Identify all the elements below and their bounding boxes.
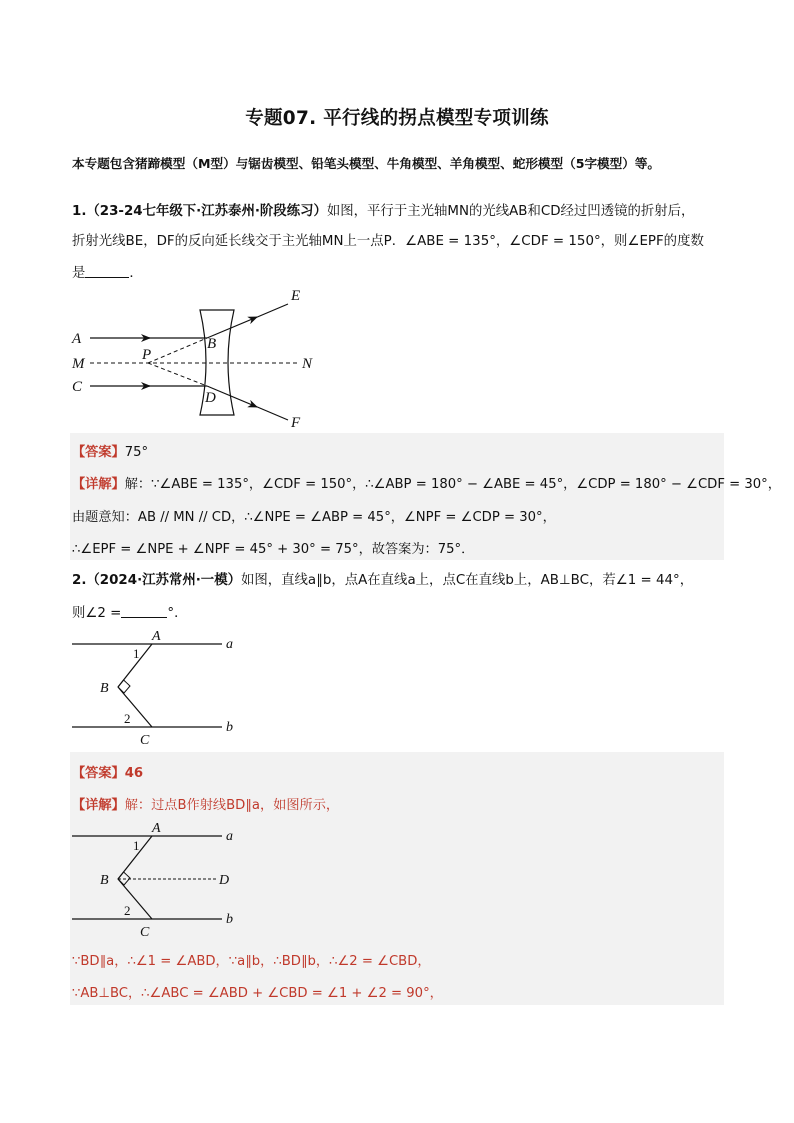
- label-D: D: [219, 873, 230, 888]
- q1-detail-label: 【详解】: [72, 477, 125, 492]
- q2-detail-line2: ∵BD∥a，∴∠1 = ∠ABD，∵a∥b，∴BD∥b，∴∠2 = ∠CBD，: [72, 954, 431, 969]
- q2-line1: [72, 569, 693, 588]
- q1-answer-line: [72, 441, 148, 460]
- q1-number: 1.: [72, 204, 87, 219]
- q2-figure: [66, 624, 246, 750]
- label-a: a: [226, 829, 233, 844]
- ray-be-2: [255, 304, 288, 318]
- angle-2-label: 2: [124, 903, 131, 918]
- label-b: b: [226, 912, 233, 927]
- label-N: N: [302, 356, 313, 372]
- q1-detail-line1: [72, 473, 781, 492]
- q1-line1: [72, 200, 694, 219]
- angle-2-label: 2: [124, 711, 131, 726]
- q2-detail-line1: [72, 794, 339, 813]
- label-b: b: [226, 720, 233, 735]
- q2-answer-blank: [121, 605, 167, 618]
- intro-text: 本专题包含猪蹄模型（M型）与锯齿模型、铅笔头模型、牛角模型、羊角模型、蛇形模型（5字模型）等。: [72, 156, 661, 171]
- label-B: B: [207, 336, 217, 352]
- label-A: A: [152, 629, 161, 644]
- q2-answer-value: 46: [124, 766, 144, 781]
- label-C: C: [140, 733, 150, 748]
- q2-line2-end: °．: [167, 606, 188, 621]
- label-M: M: [72, 356, 85, 372]
- q1-answer-label: 【答案】: [72, 445, 125, 460]
- q1-answer-value: 75°: [124, 445, 149, 460]
- q1-detail-text1: 解：∵∠ABE = 135°，∠CDF = 150°，∴∠ABP = 180° − ∠ABE = 45°，∠CDP = 180° − ∠CDF = 30°，: [124, 477, 781, 492]
- label-F: F: [291, 415, 301, 431]
- label-D: D: [205, 390, 216, 406]
- label-A: A: [72, 331, 82, 347]
- angle-1-label: 1: [133, 838, 140, 853]
- q2-text-line2: 则∠2 =: [72, 606, 122, 621]
- label-a: a: [226, 637, 233, 652]
- q1-line3: [72, 262, 143, 281]
- q1-answer-blank: [85, 265, 129, 278]
- q2-number: 2.: [72, 573, 87, 588]
- label-P: P: [142, 347, 152, 363]
- label-B: B: [100, 681, 109, 696]
- angle-1-label: 1: [133, 646, 140, 661]
- right-angle-mark: [118, 680, 130, 693]
- q2-text-line1: 如图，直线a∥b，点A在直线a上，点C在直线b上，AB⊥BC，若∠1 = 44°，: [240, 573, 694, 588]
- ray-pb-dashed: [148, 338, 207, 363]
- q2-answer-line: [72, 762, 143, 781]
- ray-df-2: [255, 406, 288, 420]
- q2-answer-label: 【答案】: [72, 766, 125, 781]
- q2-detail-text1: 解：过点B作射线BD∥a，如图所示，: [124, 798, 340, 813]
- q1-text-line3: 是: [72, 266, 86, 281]
- page-title: 专题07. 平行线的拐点模型专项训练: [245, 108, 549, 129]
- q2-detail-line3: ∵AB⊥BC，∴∠ABC = ∠ABD + ∠CBD = ∠1 + ∠2 = 90°，: [72, 986, 443, 1001]
- label-A: A: [152, 821, 161, 836]
- label-E: E: [291, 288, 301, 304]
- q1-detail-line3: ∴∠EPF = ∠NPE + ∠NPF = 45° + 30° = 75°，故答案为：75°．: [72, 542, 475, 557]
- q1-text-line2: 折射光线BE，DF的反向延长线交于主光轴MN上一点P．∠ABE = 135°，∠CDF = 150°，则∠EPF的度数: [72, 234, 704, 249]
- q1-line3-end: ．: [129, 266, 143, 281]
- q1-lens-figure: [62, 282, 332, 432]
- q2-source: （2024·江苏常州·一模）: [86, 573, 241, 588]
- q2-line2: [72, 602, 188, 621]
- q2-detail-label: 【详解】: [72, 798, 125, 813]
- label-C: C: [140, 925, 150, 940]
- q1-source: （23-24七年级下·江苏泰州·阶段练习）: [86, 204, 327, 219]
- q2-solution-figure: [66, 816, 246, 942]
- q1-detail-line2: 由题意知：AB // MN // CD，∴∠NPE = ∠ABP = 45°，∠NPF = ∠CDP = 30°，: [72, 510, 556, 525]
- q1-text-line1: 如图，平行于主光轴MN的光线AB和CD经过凹透镜的折射后，: [326, 204, 695, 219]
- ray-pd-dashed: [148, 363, 207, 386]
- label-C: C: [72, 379, 83, 395]
- label-B: B: [100, 873, 109, 888]
